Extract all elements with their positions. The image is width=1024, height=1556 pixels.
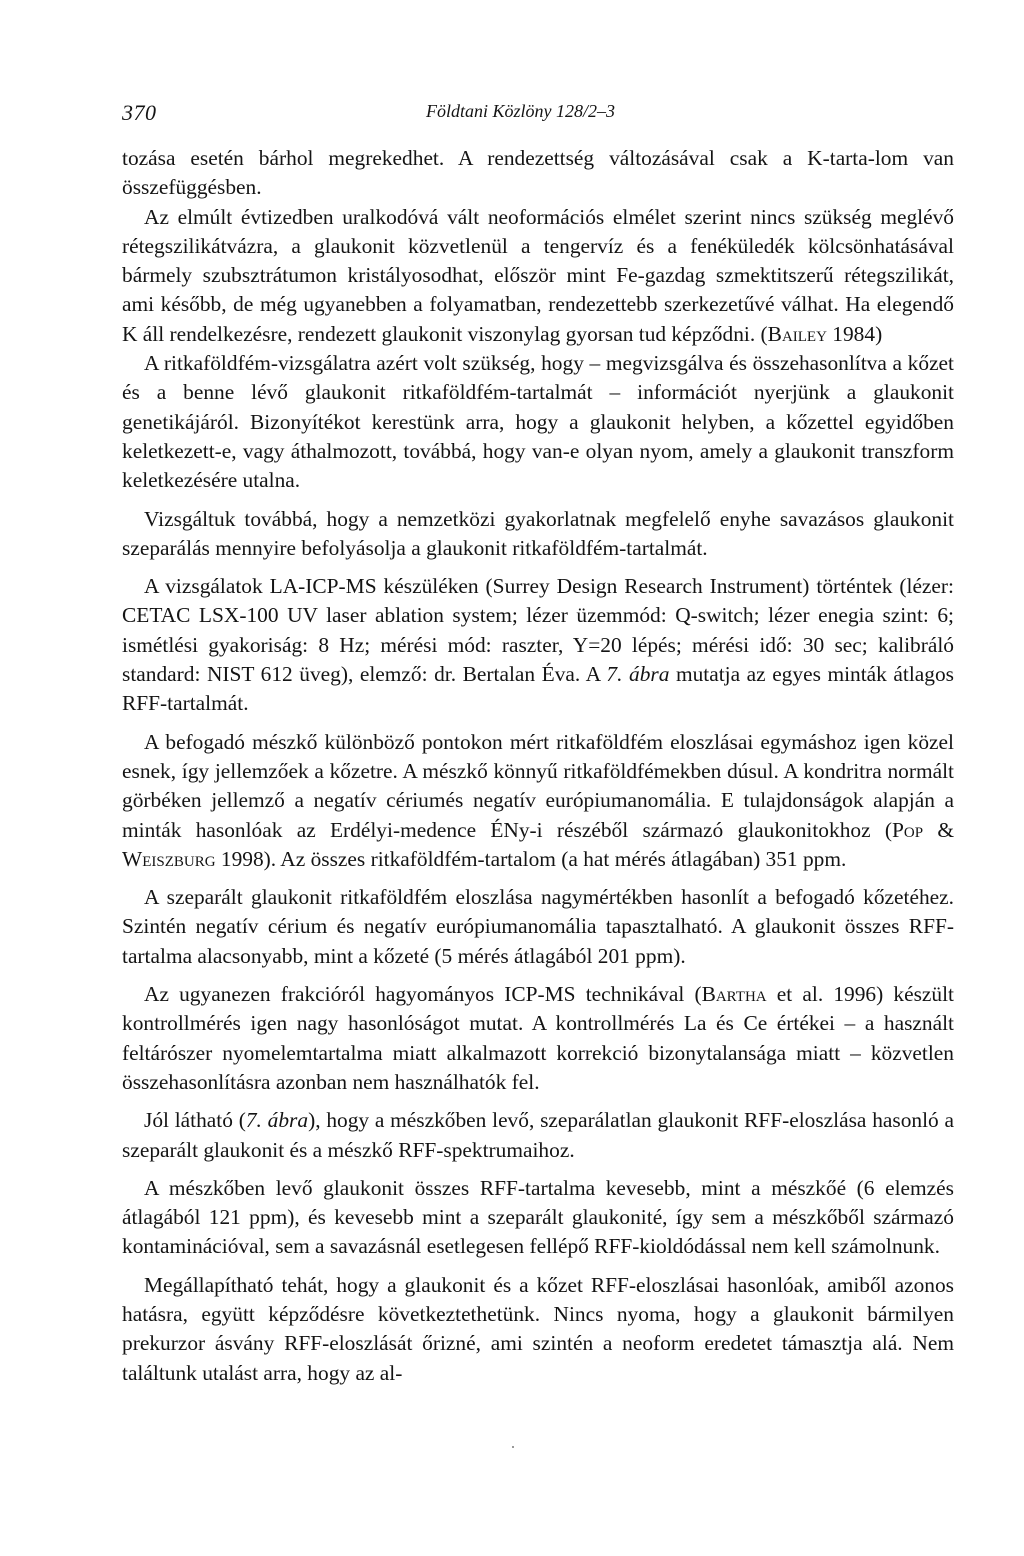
figure-reference: 7. ábra [606,662,670,687]
paragraph-text: A ritkaföldfém-vizsgálatra azért volt szükség, hogy – megvizsgálva és összehasonlítva a kőzet és a benne lévő glaukonit ritkaföldfém-tartalmát – információt nyerjünk a glaukonit genetikájáról. Bizonyítékot kerestünk arra, hogy a glaukonit helyben, a kőzettel egyidőben keletkezett-e, vagy áthalmozott, továbbá, hogy van-e olyan nyom, amely a glaukonit transzform keletkezésére utalna. [122,351,954,493]
paragraph-text: A befogadó mészkő különböző pontokon mért ritkaföldfém eloszlásai egymáshoz igen közel esnek, így jellemzőek a kőzetre. A mészkő könnyű ritkaföldfémekben dúsul. A kondritra normált görbéken jellemző a negatív cériumés negatív európiumanomália. E tulajdonságok alapján a minták hasonlóak az Erdélyi-medence ÉNy-i részéből származó glaukonitokhoz ( [122,729,954,842]
citation-author: Pop [891,817,924,842]
paragraph-4 [122,505,954,564]
paragraph-text: Az ugyanezen frakcióról hagyományos ICP-MS technikával ( [144,982,702,1007]
paragraph-9 [122,1106,954,1165]
paragraph-text: tozása esetén bárhol megrekedhet. A rendezettség változásával csak a K-tarta-lom van összefüggésben. [122,146,954,200]
paragraph-7 [122,883,954,971]
paragraph-text: mutatja az egyes minták átlagos RFF-tartalmát. [122,662,954,716]
paragraph-text: 1984) [826,321,883,346]
paragraph-text: Jól látható ( [144,1108,246,1133]
paragraph-text: A szeparált glaukonit ritkaföldfém eloszlása nagymértékben hasonlít a befogadó kőzetéhez. Szintén negatív cérium és negatív európiumanomália tapasztalható. A glaukonit összes RFF-tartalma alacsonyabb, mint a kőzeté (5 mérés átlagából 201 ppm). [122,885,954,968]
paragraph-6 [122,728,954,874]
paragraph-text: A vizsgálatok LA-ICP-MS készüléken (Surrey Design Research Instrument) történtek (lézer: CETAC LSX-100 UV laser ablation system; lézer üzemmód: Q-switch; lézer enegia szint: 6; ismétlési gyakoriság: 8 Hz; mérési mód: raszter, Y=20 lépés; mérési idő: 30 sec; kalibráló standard: NIST 612 üveg), elemző: dr. Bertalan Éva. A [122,574,954,687]
citation-author: Bartha [701,982,767,1007]
figure-reference: 7. ábra [245,1108,309,1133]
paragraph-5 [122,572,954,718]
page-header [122,92,954,132]
paragraph-text: ), hogy a mészkőben levő, szeparálatlan glaukonit RFF-eloszlása hasonló a szeparált glaukonit és a mészkő RFF-spektrumaihoz. [122,1108,955,1162]
citation-author: Bailey [767,321,827,346]
page-number: 370 [122,100,157,125]
paragraph-2 [122,203,954,349]
paragraph-text: Az elmúlt évtizedben uralkodóvá vált neoformációs elmélet szerint nincs szükség meglévő rétegszilikátvázra, a glaukonit közvetlenül a tengervíz és a fenéküledék kölcsönhatásával bármely szubsztrátumon kristályosodhat, először mint Fe-gazdag szmektitszerű rétegszilikát, ami később, de még ugyanebben a folyamatban, rendezettebb szerkezetűvé válhat. Ha elegendő K áll rendelkezésre, rendezett glaukonit viszonylag gyorsan tud képződni. ( [122,204,954,346]
paragraph-text: & [923,817,954,842]
paragraph-1 [122,144,954,203]
paragraph-text: A mészkőben levő glaukonit összes RFF-tartalma kevesebb, mint a mészkőé (6 elemzés átlagából 121 ppm), és kevesebb mint a szeparált glaukonité, így sem a mészkőből származó kontaminációval, sem a savazásnál esetlegesen fellépő RFF-kioldódással nem kell számolnunk. [122,1175,954,1259]
paragraph-text: et al. 1996) készült kontrollmérés igen nagy hasonlóságot mutat. A kontrollmérés La és Ce értékei – a használt feltárószer nyomelemtartalma miatt alkalmazott korrekció bizonytalansága miatt – közvetlen összehasonlításra azonban nem használhatók fel. [122,982,955,1094]
article-body [122,144,954,1388]
paragraph-text: 1998). Az összes ritkaföldfém-tartalom (a hat mérés átlagában) 351 ppm. [215,846,847,871]
journal-running-head: Földtani Közlöny 128/2–3 [426,101,615,121]
paragraph-11 [122,1271,954,1388]
citation-author: Weiszburg [122,846,216,871]
paragraph-8 [122,980,954,1097]
scan-speck [512,1446,514,1448]
paragraph-3 [122,349,954,495]
paragraph-text: Megállapítható tehát, hogy a glaukonit és a kőzet RFF-eloszlásai hasonlóak, amiből azonos hatásra, együtt képződésre következtethetünk. Nincs nyoma, hogy a glaukonit bármilyen prekurzor ásvány RFF-eloszlását őrizné, ami szintén a neoform eredetet támasztja alá. Nem találtunk utalást arra, hogy az al- [122,1272,954,1385]
paragraph-text: Vizsgáltuk továbbá, hogy a nemzetközi gyakorlatnak megfelelő enyhe savazásos glaukonit szeparálás mennyire befolyásolja a glaukonit ritkaföldfém-tartalmát. [122,506,954,560]
journal-page [122,92,954,1388]
paragraph-10 [122,1174,954,1262]
